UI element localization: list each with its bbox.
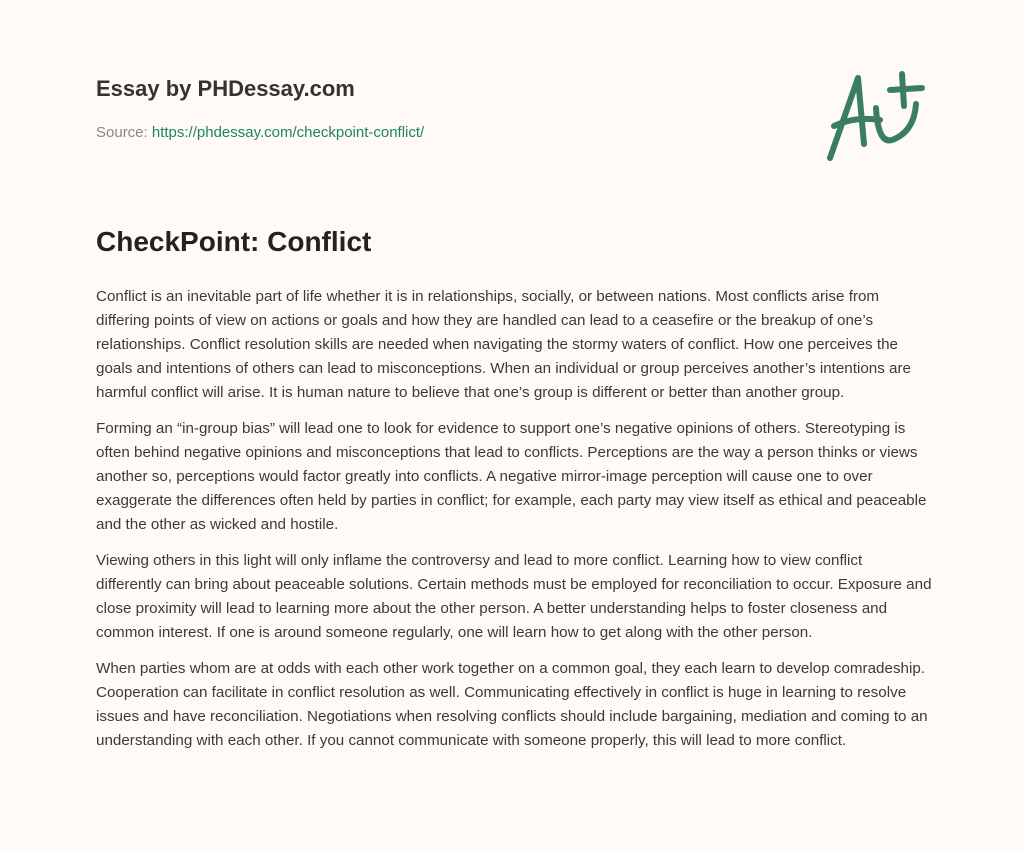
source-line [96, 124, 424, 141]
paragraph: Conflict is an inevitable part of life whether it is in relationships, socially, or between nations. Most conflicts arise from differing points of view on actions or goals and how they are handled can lead to a ceasefire or the breakup of one’s relationships. Conflict resolution skills are needed when navigating the stormy waters of conflict. How one perceives the goals and intentions of others can lead to misconceptions. When an individual or group perceives another’s intentions are harmful conflict will arise. It is human nature to believe that one’s group is different or better than another group. [96, 288, 912, 401]
source-label: Source: [96, 124, 148, 141]
article-body [96, 285, 932, 765]
paragraph: When parties whom are at odds with each other work together on a common goal, they each learn to develop comradeship. Cooperation can facilitate in conflict resolution as well. Communicating effectively in conflict is huge in learning to resolve issues and have reconciliation. Negotiations when resolving conflicts should include bargaining, mediation and coming to an understanding with each other. If you cannot communicate with someone properly, this will lead to more conflict. [96, 660, 928, 749]
paragraph: Forming an “in-group bias” will lead one to look for evidence to support one’s negative opinions of others. Stereotyping is often behind negative opinions and misconceptions that lead to conflicts. Perceptions are the way a person thinks or views another so, perceptions would factor greatly into conflicts. A negative mirror-image perception will cause one to over exaggerate the differences often held by parties in conflict; for example, each party may view itself as ethical and peaceable and the other as wicked and hostile. [96, 420, 927, 533]
source-link[interactable]: https://phdessay.com/checkpoint-conflict/ [151, 124, 425, 141]
article-title: CheckPoint: Conflict [96, 226, 372, 257]
site-brand: Essay by PHDessay.com [96, 76, 355, 101]
paragraph: Viewing others in this light will only inflame the controversy and lead to more conflict. Learning how to view conflict differently can bring about peaceable solutions. Certain methods must be employed for reconciliation to occur. Exposure and close proximity will lead to learning more about the other person. A better understanding helps to foster closeness and common interest. If one is around someone regularly, one will learn how to get along with the other person. [96, 552, 932, 641]
a-plus-logo-icon [820, 66, 930, 166]
